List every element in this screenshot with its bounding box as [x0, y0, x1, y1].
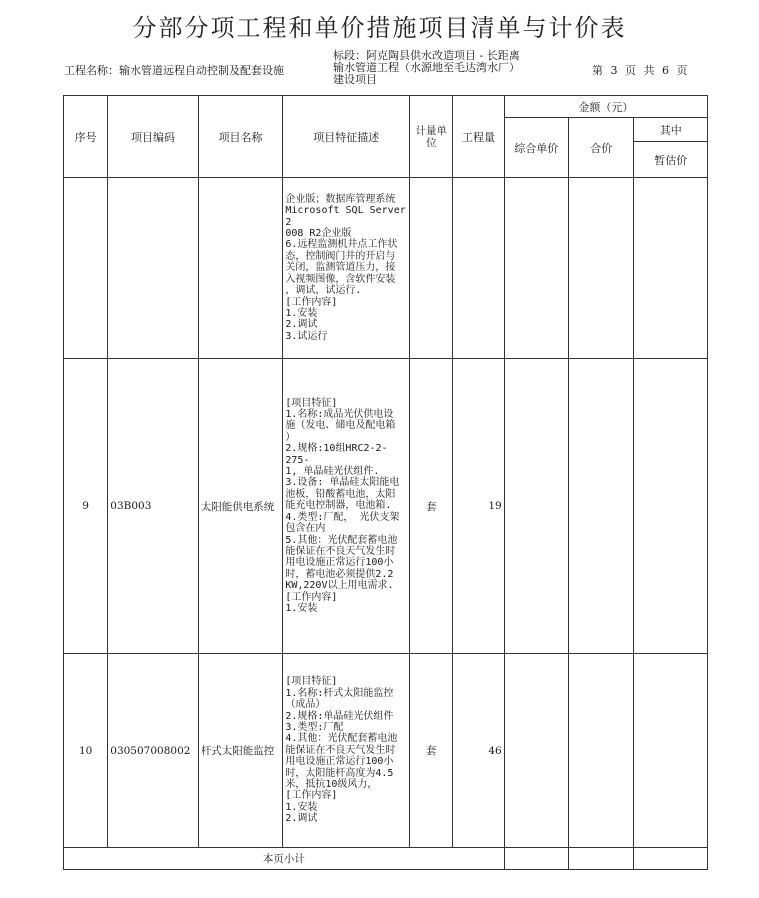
row-qty: 46 — [453, 654, 504, 848]
header-total: 合价 — [569, 118, 634, 178]
row-name: 太阳能供电系统 — [198, 359, 283, 654]
row-seq: 9 — [64, 359, 108, 654]
section-line: 建设项目 — [333, 73, 377, 86]
header-provisional: 暂估价 — [634, 142, 708, 178]
table-row — [64, 359, 708, 654]
row-desc: 企业版；数据库管理系统 Microsoft SQL Server 2 008 R2企业版 6.远程监测机井点工作状 态，控制阀门井的开启与 关闭，监测管道压力，接 入视频图像，含软件安装 ，调试，试运行. [工作内容] 1.安装 2.调试 3.试运行 — [283, 178, 410, 359]
row-code: 030507008002 — [108, 654, 199, 848]
header-of-which: 其中 — [634, 118, 708, 142]
row-unit-price — [504, 359, 568, 654]
project-name: 工程名称：输水管道远程自动控制及配套设施 — [64, 64, 284, 77]
header-seq: 序号 — [64, 96, 108, 178]
row-name — [198, 178, 283, 359]
row-desc: [项目特征] 1.名称:成品光伏供电设 施（发电、储电及配电箱 ） 2.规格:10组HRC2-2-275- 1, 单晶硅光伏组件. 3.设备: 单晶硅太阳能电 池板，铅酸蓄电池，太阳 能充电控制器，电池箱. 4.类型:厂配， 光伏支架 包含在内 5.其他：光伏配套蓄电池 能保证在不良天气发生时 用电设施正常运行100小 时，蓄电池必须提供2.2 KW,220V以上用电需求. [工作内容] 1.安装 — [283, 359, 410, 654]
subtotal-total — [569, 848, 634, 870]
row-total — [569, 178, 634, 359]
section-line: 输水管道工程（水源地至毛达湾水厂） — [333, 61, 520, 74]
header-desc: 项目特征描述 — [283, 96, 410, 178]
row-unit-price — [504, 178, 568, 359]
row-total — [569, 359, 634, 654]
row-provisional — [634, 654, 708, 848]
row-provisional — [634, 359, 708, 654]
page-title: 分部分项工程和单价措施项目清单与计价表 — [132, 14, 627, 42]
row-code: 03B003 — [108, 359, 199, 654]
page-number: 第 3 页 共 6 页 — [592, 64, 690, 77]
row-unit: 套 — [410, 359, 453, 654]
section-info — [333, 50, 520, 86]
row-seq: 10 — [64, 654, 108, 848]
row-name: 杆式太阳能监控 — [198, 654, 283, 848]
row-total — [569, 654, 634, 848]
row-unit-price — [504, 654, 568, 848]
table-row — [64, 178, 708, 359]
subtotal-provisional — [634, 848, 708, 870]
row-unit — [410, 178, 453, 359]
header-unit-price: 综合单价 — [504, 118, 568, 178]
bill-table — [63, 95, 708, 870]
header-unit: 计量单位 — [410, 96, 453, 178]
header-name: 项目名称 — [198, 96, 283, 178]
header-amount: 金额（元） — [504, 96, 707, 118]
subtotal-unit-price — [504, 848, 568, 870]
row-seq — [64, 178, 108, 359]
table-row — [64, 654, 708, 848]
row-qty: 19 — [453, 359, 504, 654]
header-code: 项目编码 — [108, 96, 199, 178]
row-provisional — [634, 178, 708, 359]
row-qty — [453, 178, 504, 359]
section-line: 标段：阿克陶县供水改造项目 - 长距离 — [333, 49, 520, 62]
header-qty: 工程量 — [453, 96, 504, 178]
row-code — [108, 178, 199, 359]
subtotal-label: 本页小计 — [64, 848, 505, 870]
row-unit: 套 — [410, 654, 453, 848]
row-desc: [项目特征] 1.名称:杆式太阳能监控 （成品） 2.规格:单晶硅光伏组件 3.类型:厂配 4.其他：光伏配套蓄电池 能保证在不良天气发生时 用电设施正常运行100小 时，太阳能杆高度为4.5 米，抵抗10级风力， [工作内容] 1.安装 2.调试 — [283, 654, 410, 848]
subtotal-row — [64, 848, 708, 870]
